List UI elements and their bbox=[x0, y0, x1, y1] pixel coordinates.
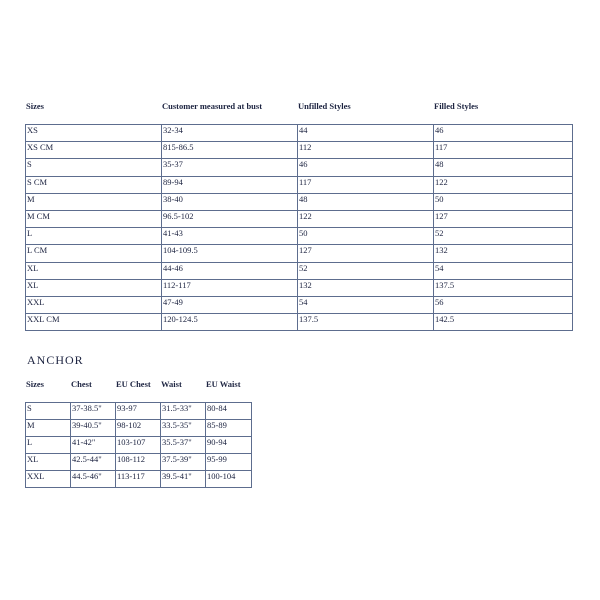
table-cell: XL bbox=[26, 279, 162, 296]
anchor-header-sizes: Sizes bbox=[26, 379, 44, 389]
table-row bbox=[26, 403, 252, 420]
anchor-chart-table bbox=[25, 402, 252, 488]
table-cell: 44-46 bbox=[162, 262, 298, 279]
table-cell: 108-112 bbox=[116, 454, 161, 471]
table-row bbox=[26, 420, 252, 437]
table-cell: 100-104 bbox=[206, 471, 252, 488]
table-cell: S CM bbox=[26, 176, 162, 193]
anchor-header-eu-waist: EU Waist bbox=[206, 379, 241, 389]
table-cell: XXL bbox=[26, 471, 71, 488]
table-cell: 32-34 bbox=[162, 125, 298, 142]
table-cell: 39.5-41" bbox=[161, 471, 206, 488]
table-cell: M bbox=[26, 420, 71, 437]
table-cell: XL bbox=[26, 262, 162, 279]
table-cell: XS CM bbox=[26, 142, 162, 159]
table-cell: 31.5-33" bbox=[161, 403, 206, 420]
table-cell: 44 bbox=[298, 125, 434, 142]
table-cell: 52 bbox=[298, 262, 434, 279]
table-cell: 132 bbox=[434, 245, 573, 262]
table-cell: 41-42" bbox=[71, 437, 116, 454]
table-cell: S bbox=[26, 159, 162, 176]
table-row bbox=[26, 125, 573, 142]
table-row bbox=[26, 142, 573, 159]
table-cell: 89-94 bbox=[162, 176, 298, 193]
table-cell: 50 bbox=[298, 228, 434, 245]
table-cell: 44.5-46" bbox=[71, 471, 116, 488]
table-row bbox=[26, 159, 573, 176]
table-cell: 46 bbox=[298, 159, 434, 176]
table-cell: 122 bbox=[434, 176, 573, 193]
table-cell: L bbox=[26, 228, 162, 245]
table-cell: XS bbox=[26, 125, 162, 142]
table-cell: 112 bbox=[298, 142, 434, 159]
table-row bbox=[26, 210, 573, 227]
table-cell: M bbox=[26, 193, 162, 210]
table-row bbox=[26, 454, 252, 471]
anchor-header-eu-chest: EU Chest bbox=[116, 379, 151, 389]
table-cell: 35-37 bbox=[162, 159, 298, 176]
table-cell: 117 bbox=[434, 142, 573, 159]
table-cell: 37-38.5" bbox=[71, 403, 116, 420]
table-cell: 80-84 bbox=[206, 403, 252, 420]
table-cell: 48 bbox=[298, 193, 434, 210]
size-chart-header-unfilled: Unfilled Styles bbox=[298, 101, 351, 111]
table-cell: 47-49 bbox=[162, 296, 298, 313]
table-cell: 90-94 bbox=[206, 437, 252, 454]
table-cell: 98-102 bbox=[116, 420, 161, 437]
table-cell: 85-89 bbox=[206, 420, 252, 437]
table-cell: 37.5-39" bbox=[161, 454, 206, 471]
table-cell: 132 bbox=[298, 279, 434, 296]
table-cell: XXL CM bbox=[26, 314, 162, 331]
size-chart-table bbox=[25, 124, 573, 331]
table-cell: 95-99 bbox=[206, 454, 252, 471]
table-cell: 127 bbox=[298, 245, 434, 262]
table-cell: 54 bbox=[434, 262, 573, 279]
table-row bbox=[26, 296, 573, 313]
size-chart-header-sizes: Sizes bbox=[26, 101, 44, 111]
table-cell: 35.5-37" bbox=[161, 437, 206, 454]
table-cell: 142.5 bbox=[434, 314, 573, 331]
table-cell: 103-107 bbox=[116, 437, 161, 454]
table-cell: 96.5-102 bbox=[162, 210, 298, 227]
table-cell: S bbox=[26, 403, 71, 420]
table-cell: 122 bbox=[298, 210, 434, 227]
table-cell: XXL bbox=[26, 296, 162, 313]
table-cell: 39-40.5" bbox=[71, 420, 116, 437]
anchor-header-chest: Chest bbox=[71, 379, 92, 389]
table-cell: 815-86.5 bbox=[162, 142, 298, 159]
size-chart-header-filled: Filled Styles bbox=[434, 101, 479, 111]
table-cell: 50 bbox=[434, 193, 573, 210]
table-cell: 48 bbox=[434, 159, 573, 176]
table-row bbox=[26, 262, 573, 279]
table-cell: 41-43 bbox=[162, 228, 298, 245]
table-cell: L bbox=[26, 437, 71, 454]
table-cell: 112-117 bbox=[162, 279, 298, 296]
table-cell: 46 bbox=[434, 125, 573, 142]
table-cell: 93-97 bbox=[116, 403, 161, 420]
table-row bbox=[26, 471, 252, 488]
table-cell: 33.5-35" bbox=[161, 420, 206, 437]
table-cell: 56 bbox=[434, 296, 573, 313]
table-cell: 113-117 bbox=[116, 471, 161, 488]
table-row bbox=[26, 279, 573, 296]
table-cell: 127 bbox=[434, 210, 573, 227]
table-row bbox=[26, 228, 573, 245]
table-cell: XL bbox=[26, 454, 71, 471]
size-chart-header-bust: Customer measured at bust bbox=[162, 101, 263, 111]
table-cell: 117 bbox=[298, 176, 434, 193]
table-row bbox=[26, 437, 252, 454]
table-cell: M CM bbox=[26, 210, 162, 227]
table-cell: 104-109.5 bbox=[162, 245, 298, 262]
table-cell: 137.5 bbox=[298, 314, 434, 331]
table-cell: 38-40 bbox=[162, 193, 298, 210]
table-row bbox=[26, 245, 573, 262]
table-cell: 137.5 bbox=[434, 279, 573, 296]
table-row bbox=[26, 193, 573, 210]
table-cell: 42.5-44" bbox=[71, 454, 116, 471]
table-row bbox=[26, 176, 573, 193]
table-cell: 54 bbox=[298, 296, 434, 313]
table-row bbox=[26, 314, 573, 331]
table-cell: 120-124.5 bbox=[162, 314, 298, 331]
table-cell: L CM bbox=[26, 245, 162, 262]
anchor-header-waist: Waist bbox=[161, 379, 182, 389]
table-cell: 52 bbox=[434, 228, 573, 245]
anchor-title: ANCHOR bbox=[27, 353, 84, 367]
